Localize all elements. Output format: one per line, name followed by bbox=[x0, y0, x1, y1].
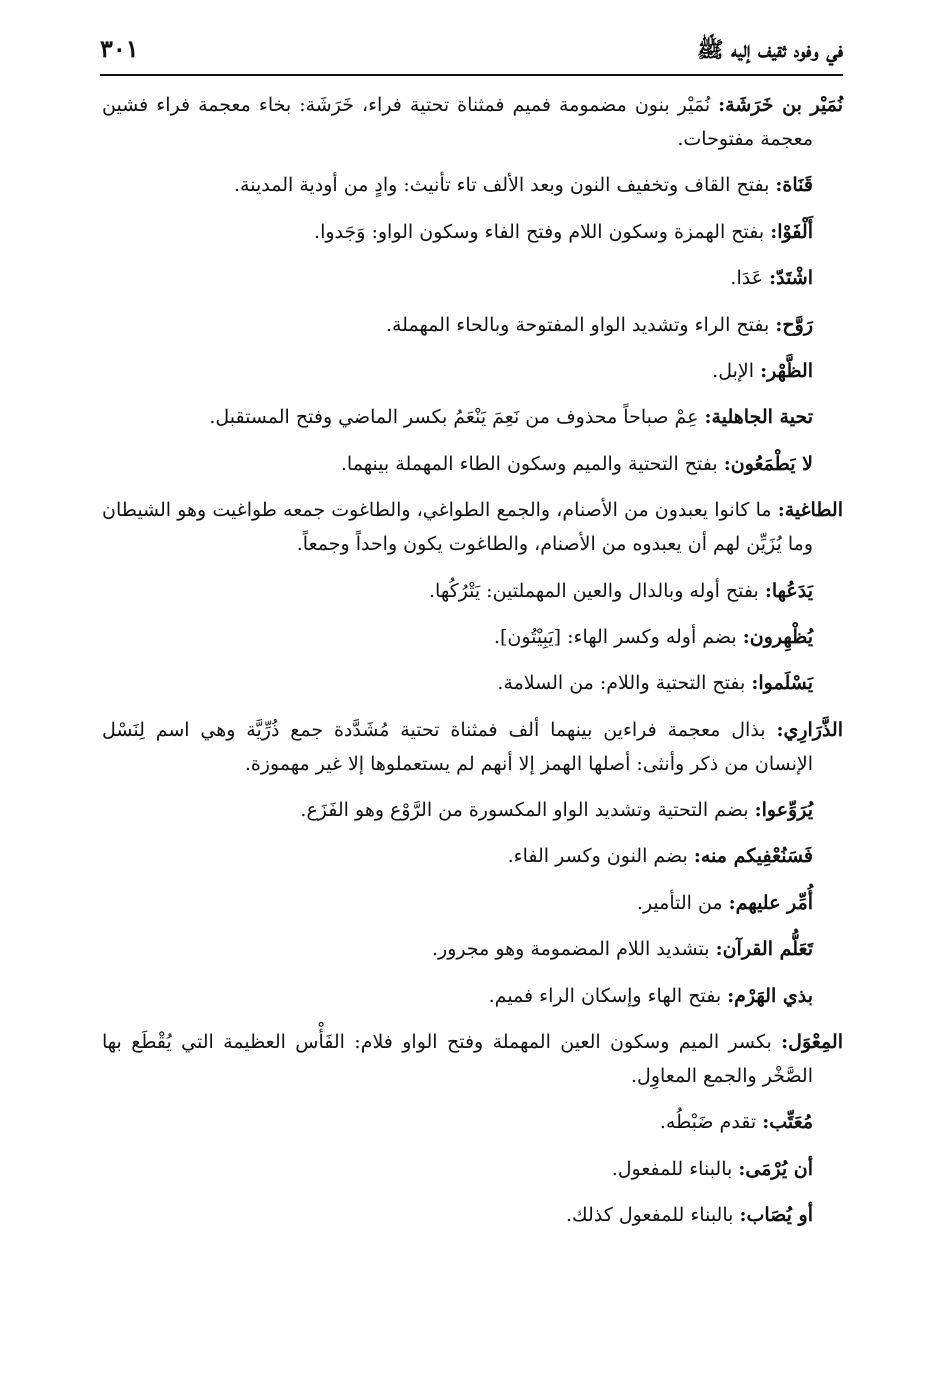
glossary-entry bbox=[102, 713, 843, 781]
glossary-entry bbox=[102, 215, 843, 249]
entry-definition: بضم النون وكسر الفاء. bbox=[507, 845, 694, 868]
glossary-entry bbox=[102, 620, 843, 654]
glossary-entry bbox=[102, 932, 843, 966]
entry-definition: بفتح القاف وتخفيف النون وبعد الألف تاء تأنيث: وادٍ من أودية المدينة. bbox=[234, 174, 776, 197]
entry-definition: بفتح الهاء وإسكان الراء فميم. bbox=[488, 984, 728, 1007]
glossary-entry bbox=[102, 886, 843, 920]
entry-definition: بضم أوله وكسر الهاء: [يَبِيْتُون]. bbox=[493, 625, 743, 648]
glossary-entry bbox=[102, 1198, 843, 1232]
entry-definition: عَدَا. bbox=[730, 267, 770, 290]
entry-term: يُرَوِّعوا: bbox=[754, 799, 813, 822]
glossary-entry bbox=[102, 493, 843, 561]
glossary-entry bbox=[102, 1105, 843, 1139]
glossary-entry bbox=[102, 354, 843, 388]
entry-term: لا يَطْمَعُون: bbox=[723, 452, 813, 475]
page-number: ٣٠١ bbox=[100, 34, 139, 63]
entry-definition: من التأمير. bbox=[636, 891, 729, 914]
entry-term: الظَّهْر: bbox=[760, 359, 813, 382]
entry-definition: بفتح التحتية والميم وسكون الطاء المهملة بينهما. bbox=[340, 452, 724, 475]
entry-term: اشْتَدّ: bbox=[769, 267, 813, 290]
glossary-entry bbox=[102, 1152, 843, 1186]
entry-term: الطاغية: bbox=[777, 499, 843, 522]
entry-definition: بكسر الميم وسكون العين المهملة وفتح الواو فلام: الفَأْس العظيمة التي يُقْطَع بها الصَّخْر والجمع المعاوِل. bbox=[102, 1031, 813, 1088]
page-header bbox=[100, 30, 843, 76]
glossary-entry bbox=[102, 839, 843, 873]
entry-definition: الإبل. bbox=[712, 359, 761, 382]
entry-definition: بذال معجمة فراءين بينهما ألف فمثناة تحتية مُشَدَّدة جمع ذُرِّيَّة وهي اسم لِنَسْل الإنسان من ذكر وأنثى: أصلها الهمز إلا أنهم لم يستعملوها إلا غير مهموزة. bbox=[102, 718, 813, 775]
entry-term: رَوَّح: bbox=[775, 313, 813, 336]
entry-term: يَدَعُها: bbox=[764, 579, 813, 602]
entry-definition: بفتح الهمزة وسكون اللام وفتح الفاء وسكون الواو: وَجَدوا. bbox=[314, 220, 771, 243]
entry-definition: ما كانوا يعبدون من الأصنام، والجمع الطواغي، والطاغوت جمعه طواغيت وهو الشيطان وما يُزَيِّن لهم أن يعبدوه من الأصنام، والطاغوت يكون واحداً وجمعاً. bbox=[102, 499, 813, 556]
glossary-entry bbox=[102, 400, 843, 434]
entry-definition: بالبناء للمفعول. bbox=[611, 1157, 739, 1180]
entry-term: أن يُرْمَى: bbox=[738, 1157, 813, 1180]
entry-term: نُمَيْر بن خَرَشَة: bbox=[718, 94, 843, 116]
entry-term: أُمِّر عليهم: bbox=[728, 891, 813, 914]
entry-term: المِعْوَل: bbox=[781, 1031, 843, 1054]
entry-term: يُظْهِرون: bbox=[742, 625, 813, 648]
entry-definition: بالبناء للمفعول كذلك. bbox=[565, 1204, 740, 1227]
entry-definition: بضم التحتية وتشديد الواو المكسورة من الرَّوْع وهو الفَزَع. bbox=[300, 799, 755, 822]
glossary-entry bbox=[102, 666, 843, 700]
entry-term: تحية الجاهلية: bbox=[704, 406, 813, 429]
entry-definition: تقدم ضَبْطُه. bbox=[659, 1111, 763, 1134]
entry-term: يَسْلَموا: bbox=[751, 672, 813, 695]
glossary-entry bbox=[102, 793, 843, 827]
entry-definition: بفتح الراء وتشديد الواو المفتوحة وبالحاء المهملة. bbox=[385, 313, 776, 336]
header-rule bbox=[100, 74, 843, 76]
glossary-entry bbox=[102, 168, 843, 202]
entry-definition: نُمَيْر بنون مضمومة فميم فمثناة تحتية فراء، خَرَشَة: بخاء معجمة فراء فشين معجمة مفتوحات. bbox=[102, 94, 813, 150]
glossary-entry bbox=[102, 1025, 843, 1093]
entry-term: أو يُصَاب: bbox=[739, 1204, 813, 1227]
entry-term: فَسَنُعْفِيكم منه: bbox=[693, 845, 813, 868]
entry-term: الذَّرَارِي: bbox=[776, 718, 843, 741]
header-title: في وفود ثقيف إليه ﷺ bbox=[696, 37, 843, 63]
glossary-entry bbox=[102, 447, 843, 481]
glossary-entry bbox=[102, 88, 843, 156]
entry-term: تَعَلُّم القرآن: bbox=[715, 938, 813, 961]
glossary-entry bbox=[102, 574, 843, 608]
entry-term: أَلْفَوْا: bbox=[770, 220, 813, 243]
entry-definition: بفتح التحتية واللام: من السلامة. bbox=[497, 672, 752, 695]
entry-term: قَنَاة: bbox=[775, 174, 813, 197]
entry-definition: عِمْ صباحاً محذوف من نَعِمَ يَنْعَمُ بكسر الماضي وفتح المستقبل. bbox=[209, 406, 705, 429]
glossary-entry bbox=[102, 261, 843, 295]
glossary-entry bbox=[102, 308, 843, 342]
glossary-body bbox=[102, 88, 843, 1245]
entry-definition: بتشديد اللام المضمومة وهو مجرور. bbox=[431, 938, 716, 961]
glossary-entry bbox=[102, 979, 843, 1013]
entry-definition: بفتح أوله وبالدال والعين المهملتين: يَتْرُكُها. bbox=[429, 579, 765, 602]
entry-term: مُعَتِّب: bbox=[762, 1111, 813, 1134]
entry-term: بذي الهَرْم: bbox=[727, 984, 813, 1007]
